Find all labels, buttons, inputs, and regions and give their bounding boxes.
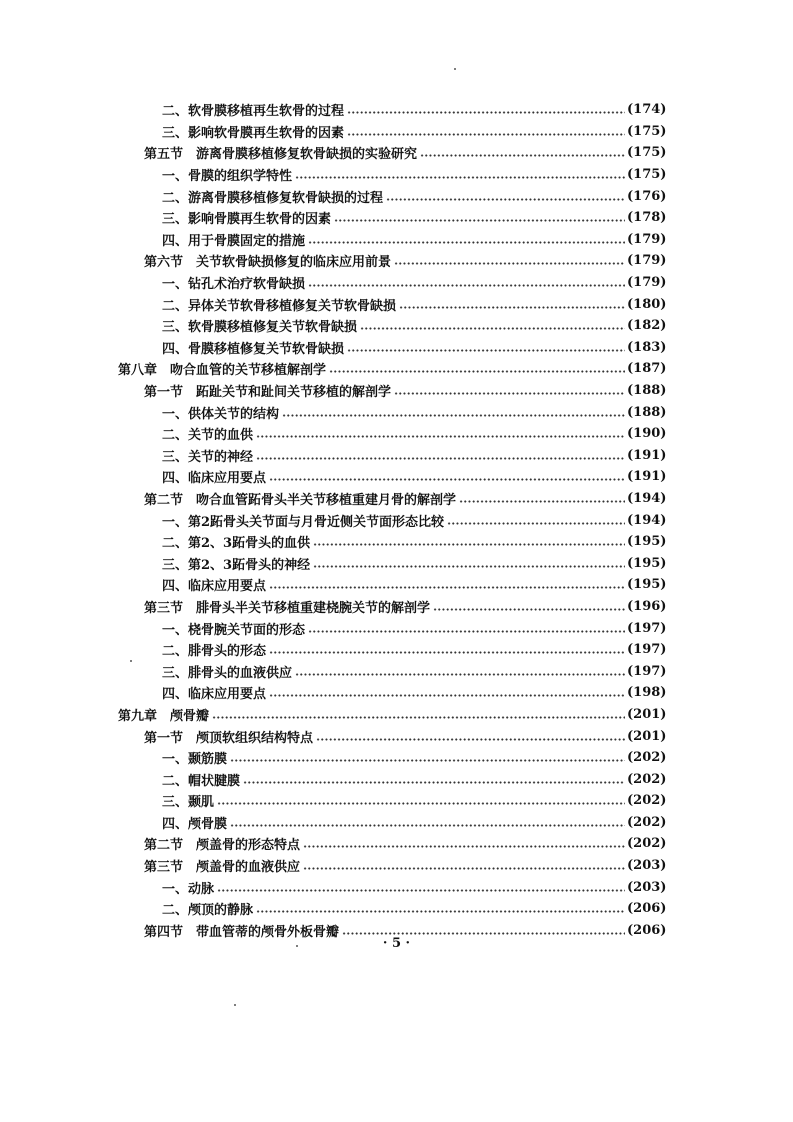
toc-entry-page: (194): [627, 512, 667, 528]
dot-leader: [447, 522, 625, 525]
toc-entry-title: 二、帽状腱膜: [162, 773, 241, 789]
toc-entry-title: 一、骨膜的组织学特性: [162, 169, 293, 185]
toc-entry-title: 四、临床应用要点: [162, 579, 267, 595]
page-number: · 5 ·: [382, 936, 411, 951]
toc-entry-item: [0, 552, 793, 574]
dot-leader: [399, 306, 625, 309]
toc-entry-title: 三、第2、3跖骨头的神经: [162, 557, 311, 573]
toc-entry-page: (175): [627, 123, 667, 139]
dot-leader: [347, 349, 625, 352]
toc-entry-page: (197): [627, 663, 667, 679]
toc-entry-item: [0, 768, 793, 790]
toc-entry-section: [0, 725, 793, 747]
toc-entry-page: (190): [627, 426, 667, 442]
toc-entry-item: [0, 747, 793, 769]
toc-entry-section: [0, 833, 793, 855]
dot-leader: [269, 586, 625, 589]
toc-entry-section: [0, 142, 793, 164]
dot-leader: [295, 176, 625, 179]
toc-entry-page: (178): [627, 210, 667, 226]
toc-entry-page: (176): [627, 188, 667, 204]
toc-entry-title: 三、影响软骨膜再生软骨的因素: [162, 125, 345, 141]
toc-entry-page: (195): [627, 577, 667, 593]
scan-speck: [130, 660, 132, 662]
toc-entry-page: (202): [627, 793, 667, 809]
toc-entry-page: (201): [627, 706, 667, 722]
toc-entry-item: [0, 121, 793, 143]
toc-entry-title: 第一节 跖趾关节和趾间关节移植的解剖学: [144, 385, 392, 401]
toc-entry-page: (196): [627, 598, 667, 614]
toc-entry-page: (188): [627, 404, 667, 420]
dot-leader: [269, 478, 625, 481]
toc-entry-section: [0, 250, 793, 272]
dot-leader: [308, 284, 625, 287]
toc-entry-title: 第五节 游离骨膜移植修复软骨缺损的实验研究: [144, 147, 418, 163]
toc-entry-page: (180): [627, 296, 667, 312]
toc-entry-page: (174): [627, 102, 667, 118]
toc-entry-title: 二、颅顶的静脉: [162, 903, 254, 919]
dot-leader: [360, 327, 625, 330]
toc-entry-page: (202): [627, 814, 667, 830]
scan-speck: [234, 1004, 236, 1006]
toc-entry-item: [0, 99, 793, 121]
toc-entry-item: [0, 617, 793, 639]
toc-entry-title: 四、颅骨膜: [162, 816, 228, 832]
toc-entry-title: 一、钻孔术治疗软骨缺损: [162, 277, 306, 293]
dot-leader: [433, 608, 625, 611]
dot-leader: [420, 154, 625, 157]
dot-leader: [269, 651, 625, 654]
dot-leader: [308, 241, 625, 244]
toc-entry-title: 一、颞筋膜: [162, 752, 228, 768]
scan-speck: [296, 945, 298, 947]
dot-leader: [394, 392, 625, 395]
dot-leader: [334, 219, 625, 222]
toc-entry-title: 四、骨膜移植修复关节软骨缺损: [162, 341, 345, 357]
toc-entry-page: (191): [627, 469, 667, 485]
toc-entry-page: (191): [627, 447, 667, 463]
toc-entry-page: (202): [627, 771, 667, 787]
dot-leader: [243, 781, 625, 784]
toc-entry-title: 三、关节的神经: [162, 449, 254, 465]
dot-leader: [347, 111, 625, 114]
toc-entry-page: (187): [627, 361, 667, 377]
toc-entry-title: 第六节 关节软骨缺损修复的临床应用前景: [144, 255, 392, 271]
toc-entry-page: (182): [627, 318, 667, 334]
toc-entry-page: (198): [627, 685, 667, 701]
toc-entry-page: (179): [627, 275, 667, 291]
toc-entry-page: (179): [627, 253, 667, 269]
toc-entry-item: [0, 898, 793, 920]
toc-entry-page: (203): [627, 879, 667, 895]
dot-leader: [256, 910, 625, 913]
toc-entry-item: [0, 164, 793, 186]
toc-entry-page: (206): [627, 901, 667, 917]
dot-leader: [313, 543, 625, 546]
toc-entry-title: 二、第2、3跖骨头的血供: [162, 536, 311, 552]
dot-leader: [269, 694, 625, 697]
toc-entry-chapter: [0, 704, 793, 726]
toc-entry-item: [0, 531, 793, 553]
dot-leader: [303, 867, 625, 870]
toc-entry-title: 第九章 颅骨瓣: [118, 708, 210, 724]
dot-leader: [347, 133, 625, 136]
toc-entry-page: (194): [627, 490, 667, 506]
toc-entry-page: (175): [627, 145, 667, 161]
toc-entry-title: 四、临床应用要点: [162, 471, 267, 487]
dot-leader: [342, 932, 625, 935]
toc-entry-page: (179): [627, 231, 667, 247]
toc-entry-item: [0, 185, 793, 207]
toc-entry-title: 第二节 颅盖骨的形态特点: [144, 838, 301, 854]
toc-entry-title: 二、异体关节软骨移植修复关节软骨缺损: [162, 298, 397, 314]
toc-entry-page: (202): [627, 750, 667, 766]
toc-entry-title: 三、软骨膜移植修复关节软骨缺损: [162, 320, 358, 336]
toc-entry-title: 四、临床应用要点: [162, 687, 267, 703]
dot-leader: [308, 630, 625, 633]
toc-entry-section: [0, 855, 793, 877]
table-of-contents: [0, 99, 793, 941]
toc-entry-page: (188): [627, 383, 667, 399]
toc-entry-page: (195): [627, 555, 667, 571]
toc-entry-item: [0, 639, 793, 661]
toc-entry-title: 二、关节的血供: [162, 428, 254, 444]
toc-entry-title: 第三节 颅盖骨的血液供应: [144, 860, 301, 876]
toc-entry-title: 二、软骨膜移植再生软骨的过程: [162, 104, 345, 120]
toc-entry-page: (203): [627, 858, 667, 874]
dot-leader: [256, 457, 625, 460]
toc-entry-item: [0, 682, 793, 704]
toc-entry-title: 第一节 颅顶软组织结构特点: [144, 730, 314, 746]
toc-entry-page: (183): [627, 339, 667, 355]
toc-entry-title: 一、第2跖骨头关节面与月骨近侧关节面形态比较: [162, 514, 445, 530]
toc-entry-section: [0, 488, 793, 510]
dot-leader: [230, 759, 625, 762]
toc-entry-item: [0, 876, 793, 898]
toc-entry-title: 第八章 吻合血管的关节移植解剖学: [118, 363, 327, 379]
toc-entry-item: [0, 812, 793, 834]
toc-entry-title: 一、桡骨腕关节面的形态: [162, 622, 306, 638]
dot-leader: [217, 802, 625, 805]
toc-entry-title: 第四节 带血管蒂的颅骨外板骨瓣: [144, 924, 340, 940]
toc-entry-item: [0, 660, 793, 682]
toc-entry-section: [0, 596, 793, 618]
toc-entry-title: 四、用于骨膜固定的措施: [162, 233, 306, 249]
dot-leader: [217, 889, 625, 892]
toc-entry-item: [0, 790, 793, 812]
toc-entry-item: [0, 574, 793, 596]
toc-entry-item: [0, 293, 793, 315]
dot-leader: [256, 435, 625, 438]
toc-entry-title: 三、颞肌: [162, 795, 215, 811]
dot-leader: [329, 370, 625, 373]
toc-entry-page: (175): [627, 167, 667, 183]
toc-entry-title: 二、腓骨头的形态: [162, 644, 267, 660]
toc-entry-title: 第二节 吻合血管跖骨头半关节移植重建月骨的解剖学: [144, 492, 457, 508]
toc-entry-section: [0, 380, 793, 402]
dot-leader: [282, 414, 625, 417]
toc-entry-page: (197): [627, 620, 667, 636]
toc-entry-item: [0, 229, 793, 251]
toc-entry-item: [0, 466, 793, 488]
dot-leader: [303, 845, 625, 848]
toc-entry-page: (197): [627, 642, 667, 658]
toc-entry-title: 三、影响骨膜再生软骨的因素: [162, 212, 332, 228]
toc-entry-page: (195): [627, 534, 667, 550]
toc-entry-item: [0, 207, 793, 229]
dot-leader: [394, 262, 625, 265]
dot-leader: [212, 716, 625, 719]
toc-entry-item: [0, 401, 793, 423]
toc-entry-chapter: [0, 358, 793, 380]
toc-entry-title: 一、动脉: [162, 881, 215, 897]
dot-leader: [316, 738, 625, 741]
dot-leader: [313, 565, 625, 568]
toc-entry-item: [0, 337, 793, 359]
toc-entry-title: 一、供体关节的结构: [162, 406, 280, 422]
toc-entry-item: [0, 509, 793, 531]
dot-leader: [230, 824, 625, 827]
toc-entry-item: [0, 445, 793, 467]
toc-entry-item: [0, 272, 793, 294]
toc-entry-item: [0, 315, 793, 337]
toc-entry-title: 三、腓骨头的血液供应: [162, 665, 293, 681]
toc-entry-title: 二、游离骨膜移植修复软骨缺损的过程: [162, 190, 384, 206]
dot-leader: [295, 673, 625, 676]
toc-entry-page: (202): [627, 836, 667, 852]
scan-speck: [454, 68, 456, 70]
dot-leader: [459, 500, 625, 503]
toc-entry-title: 第三节 腓骨头半关节移植重建桡腕关节的解剖学: [144, 600, 431, 616]
toc-entry-item: [0, 423, 793, 445]
toc-entry-page: (201): [627, 728, 667, 744]
dot-leader: [386, 198, 625, 201]
toc-entry-page: (206): [627, 922, 667, 938]
